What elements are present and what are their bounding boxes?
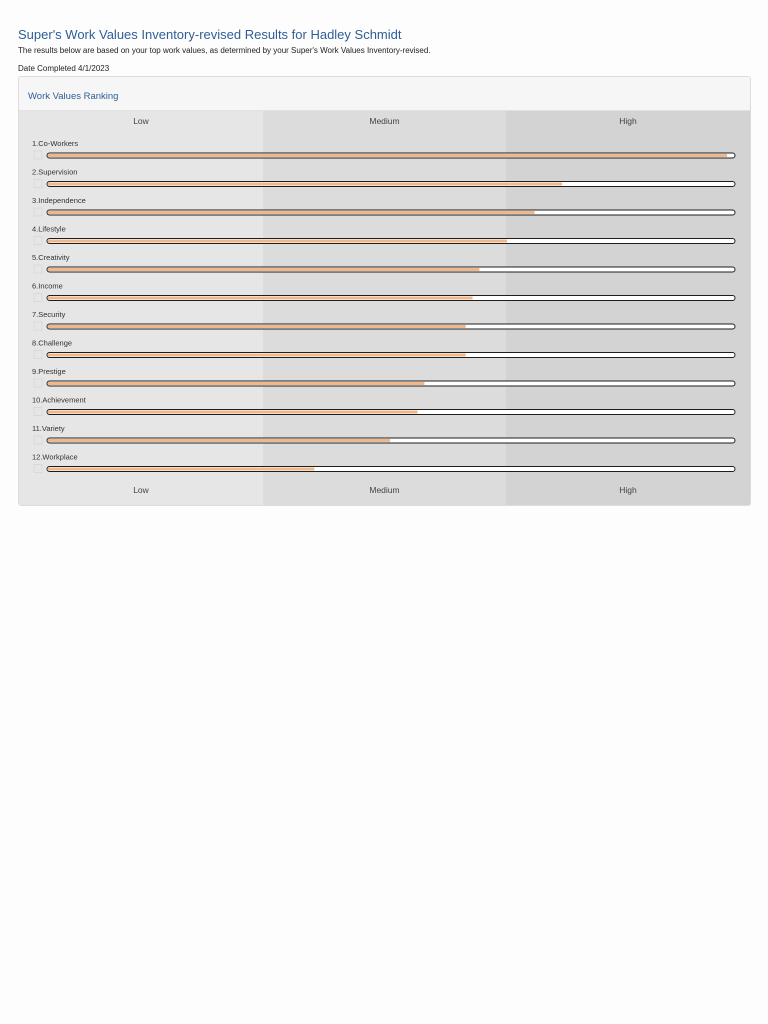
row-label-co-workers: 1.Co-Workers [32, 139, 79, 148]
bar-security [48, 325, 466, 328]
band-high [506, 111, 750, 505]
row-label-independence: 3.Independence [32, 196, 86, 205]
work-values-chart [19, 77, 750, 505]
row-label-supervision: 2.Supervision [32, 167, 78, 177]
band-label-top-high: High [619, 116, 637, 126]
bar-co-workers [48, 154, 727, 157]
band-label-bottom-low: Low [133, 485, 149, 495]
row-label-security: 7.Security [32, 310, 66, 319]
bar-workplace [48, 468, 314, 471]
work-values-panel [18, 76, 751, 506]
band-label-top-medium: Medium [369, 116, 400, 126]
bar-variety [48, 439, 390, 442]
row-label-achievement: 10.Achievement [32, 395, 86, 405]
panel-title: Work Values Ranking [28, 91, 119, 102]
row-label-challenge: 8.Challenge [32, 338, 73, 348]
bar-supervision [48, 183, 562, 186]
row-label-creativity: 5.Creativity [32, 253, 70, 262]
bar-achievement [48, 411, 418, 414]
bar-independence [48, 211, 534, 214]
band-label-bottom-medium: Medium [369, 485, 400, 495]
bar-challenge [48, 354, 466, 357]
page-title: Super's Work Values Inventory-revised Results for Hadley Schmidt [18, 27, 402, 42]
date-completed: Date Completed 4/1/2023 [18, 64, 110, 73]
page-subtitle: The results below are based on your top work values, as determined by your Super's Work Values Inventory-revised. [18, 46, 431, 55]
band-medium [263, 111, 506, 505]
row-label-income: 6.Income [32, 281, 63, 291]
bar-creativity [48, 268, 479, 271]
row-label-variety: 11.Variety [32, 424, 65, 433]
bar-income [48, 297, 473, 300]
bar-lifestyle [48, 240, 507, 243]
row-label-lifestyle: 4.Lifestyle [32, 224, 66, 234]
bar-prestige [48, 382, 424, 385]
row-label-workplace: 12.Workplace [32, 452, 78, 462]
row-label-prestige: 9.Prestige [32, 367, 66, 376]
band-label-bottom-high: High [619, 485, 637, 495]
band-label-top-low: Low [133, 116, 149, 126]
